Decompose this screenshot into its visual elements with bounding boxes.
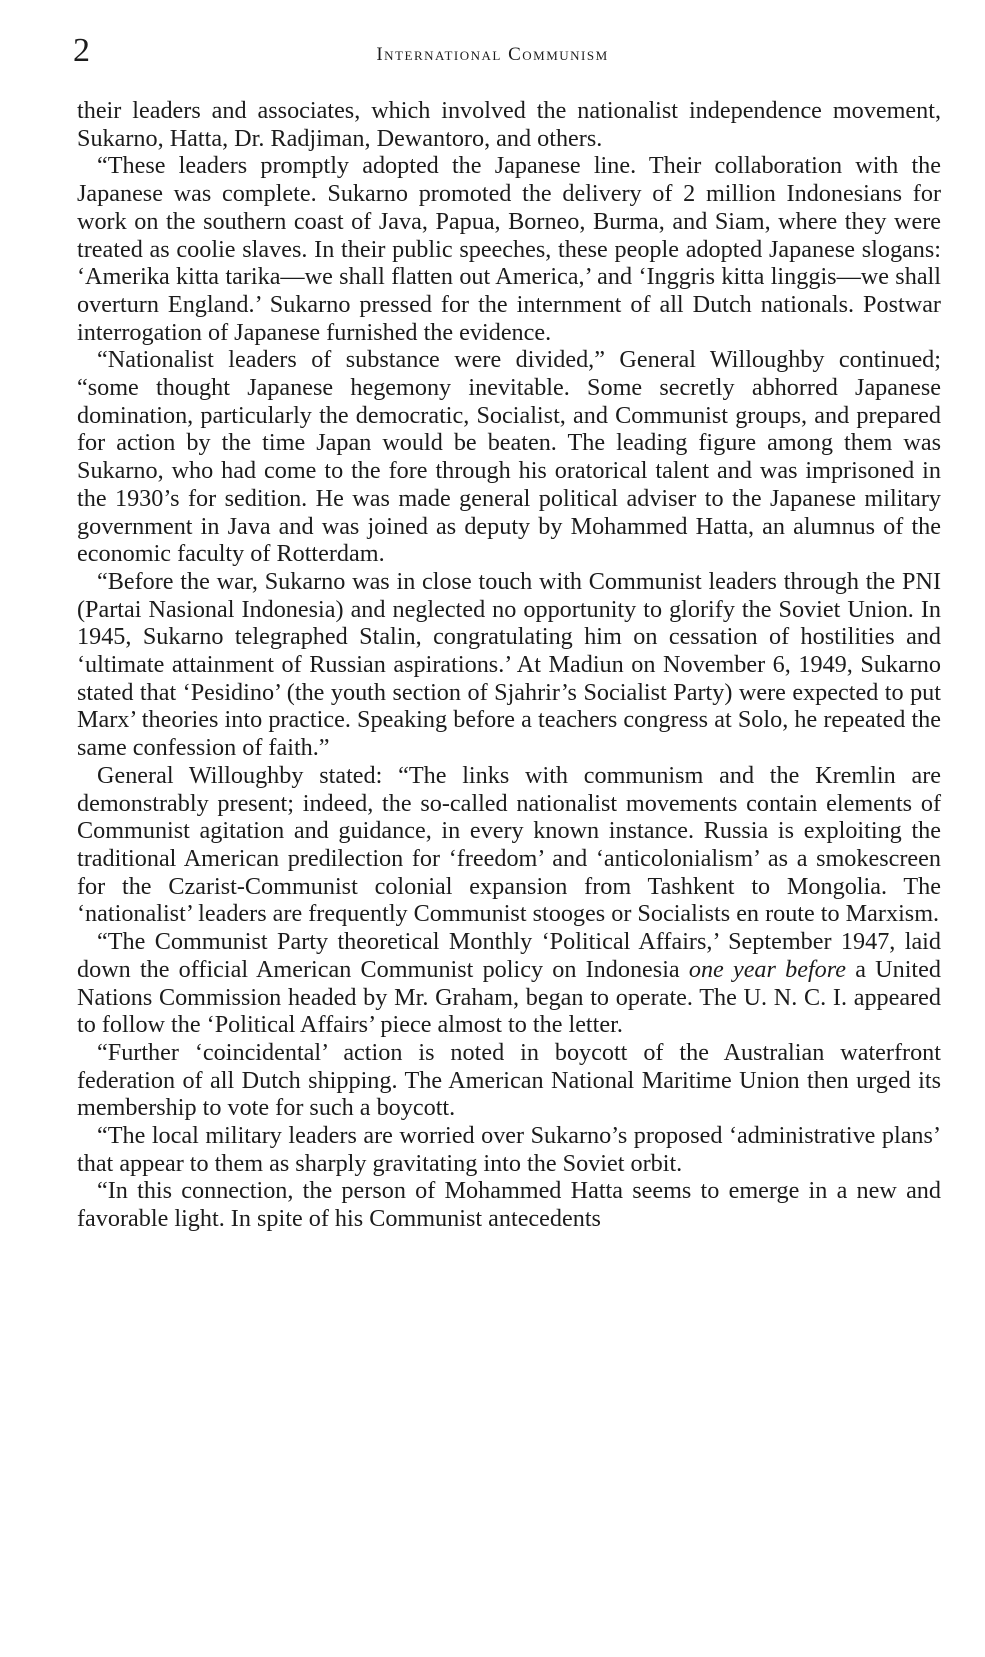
paragraph-text: a United Nations Commission headed by Mr. Graham, began to operate. The U. N. C. I. appeared to follow the ‘Political Affairs’ piece almost to the letter. xyxy=(77,955,941,1039)
italic-emphasis: one year before xyxy=(688,955,847,983)
paragraph xyxy=(77,1177,941,1232)
paragraph-text: “The Communist Party theoretical Monthly ‘Political Affairs,’ September 1947, laid down the official American Communist policy on Indonesia xyxy=(77,928,941,983)
paragraph xyxy=(77,1039,941,1122)
paragraph xyxy=(77,762,941,928)
paragraph-text: “Further ‘coincidental’ action is noted in boycott of the Australian waterfront federation of all Dutch shipping. The American National Maritime Union then urged its membership to vote for such a boycott. xyxy=(77,1038,941,1122)
running-head: International Communism xyxy=(376,44,609,65)
body-text xyxy=(77,97,941,1233)
paragraph-text: General Willoughby stated: “The links with communism and the Kremlin are demonstrably present; indeed, the so-called nationalist movements contain elements of Communist agitation and guidance, in every known instance. Russia is exploiting the traditional American predilection for ‘freedom’ and ‘anticolonialism’ as a smokescreen for the Czarist-Communist colonial expansion from Tashkent to Mongolia. The ‘nationalist’ leaders are frequently Communist stooges or Socialists en route to Marxism. xyxy=(77,761,941,928)
paragraph-text: “These leaders promptly adopted the Japanese line. Their collaboration with the Japanese was complete. Sukarno promoted the delivery of 2 million Indonesians for work on the southern coast of Java, Papua, Borneo, Burma, and Siam, where they were treated as coolie slaves. In their public speeches, these people adopted Japanese slogans: ‘Amerika kitta tarika—we shall flatten out America,’ and ‘Inggris kitta linggis—we shall overturn England.’ Sukarno pressed for the internment of all Dutch nationals. Postwar interrogation of Japanese furnished the evidence. xyxy=(77,152,941,346)
paragraph-text: their leaders and associates, which involved the nationalist independence movement, Sukarno, Hatta, Dr. Radjiman, Dewantoro, and others. xyxy=(77,97,941,152)
paragraph-text: “Nationalist leaders of substance were divided,” General Willoughby continued; “some thought Japanese hegemony inevitable. Some secretly abhorred Japanese domination, particularly the democratic, Socialist, and Communist groups, and prepared for action by the time Japan would be beaten. The leading figure among them was Sukarno, who had come to the fore through his oratorical talent and was imprisoned in the 1930’s for sedition. He was made general political adviser to the Japanese military government in Java and was joined as deputy by Mohammed Hatta, an alumnus of the economic faculty of Rotterdam. xyxy=(77,346,941,568)
paragraph-text: “In this connection, the person of Mohammed Hatta seems to emerge in a new and favorable light. In spite of his Communist antecedents xyxy=(77,1177,941,1233)
paragraph-text: “Before the war, Sukarno was in close touch with Communist leaders through the PNI (Partai Nasional Indonesia) and neglected no opportunity to glorify the Soviet Union. In 1945, Sukarno telegraphed Stalin, congratulating him on cessation of hostilities and ‘ultimate attainment of Russian aspirations.’ At Madiun on November 6, 1949, Sukarno stated that ‘Pesidino’ (the youth section of Sjahrir’s Socialist Party) were expected to put Marx’ theories into practice. Speaking before a teachers congress at Solo, he repeated the same confession of faith.” xyxy=(77,567,941,762)
page-number: 2 xyxy=(73,32,90,69)
paragraph xyxy=(77,568,941,762)
paragraph-text: “The local military leaders are worried over Sukarno’s proposed ‘administrative plans’ that appear to them as sharply gravitating into the Soviet orbit. xyxy=(77,1122,941,1177)
paragraph xyxy=(77,97,941,152)
paragraph xyxy=(77,928,941,1039)
paragraph xyxy=(77,152,941,346)
paragraph xyxy=(77,346,941,568)
paragraph xyxy=(77,1122,941,1177)
